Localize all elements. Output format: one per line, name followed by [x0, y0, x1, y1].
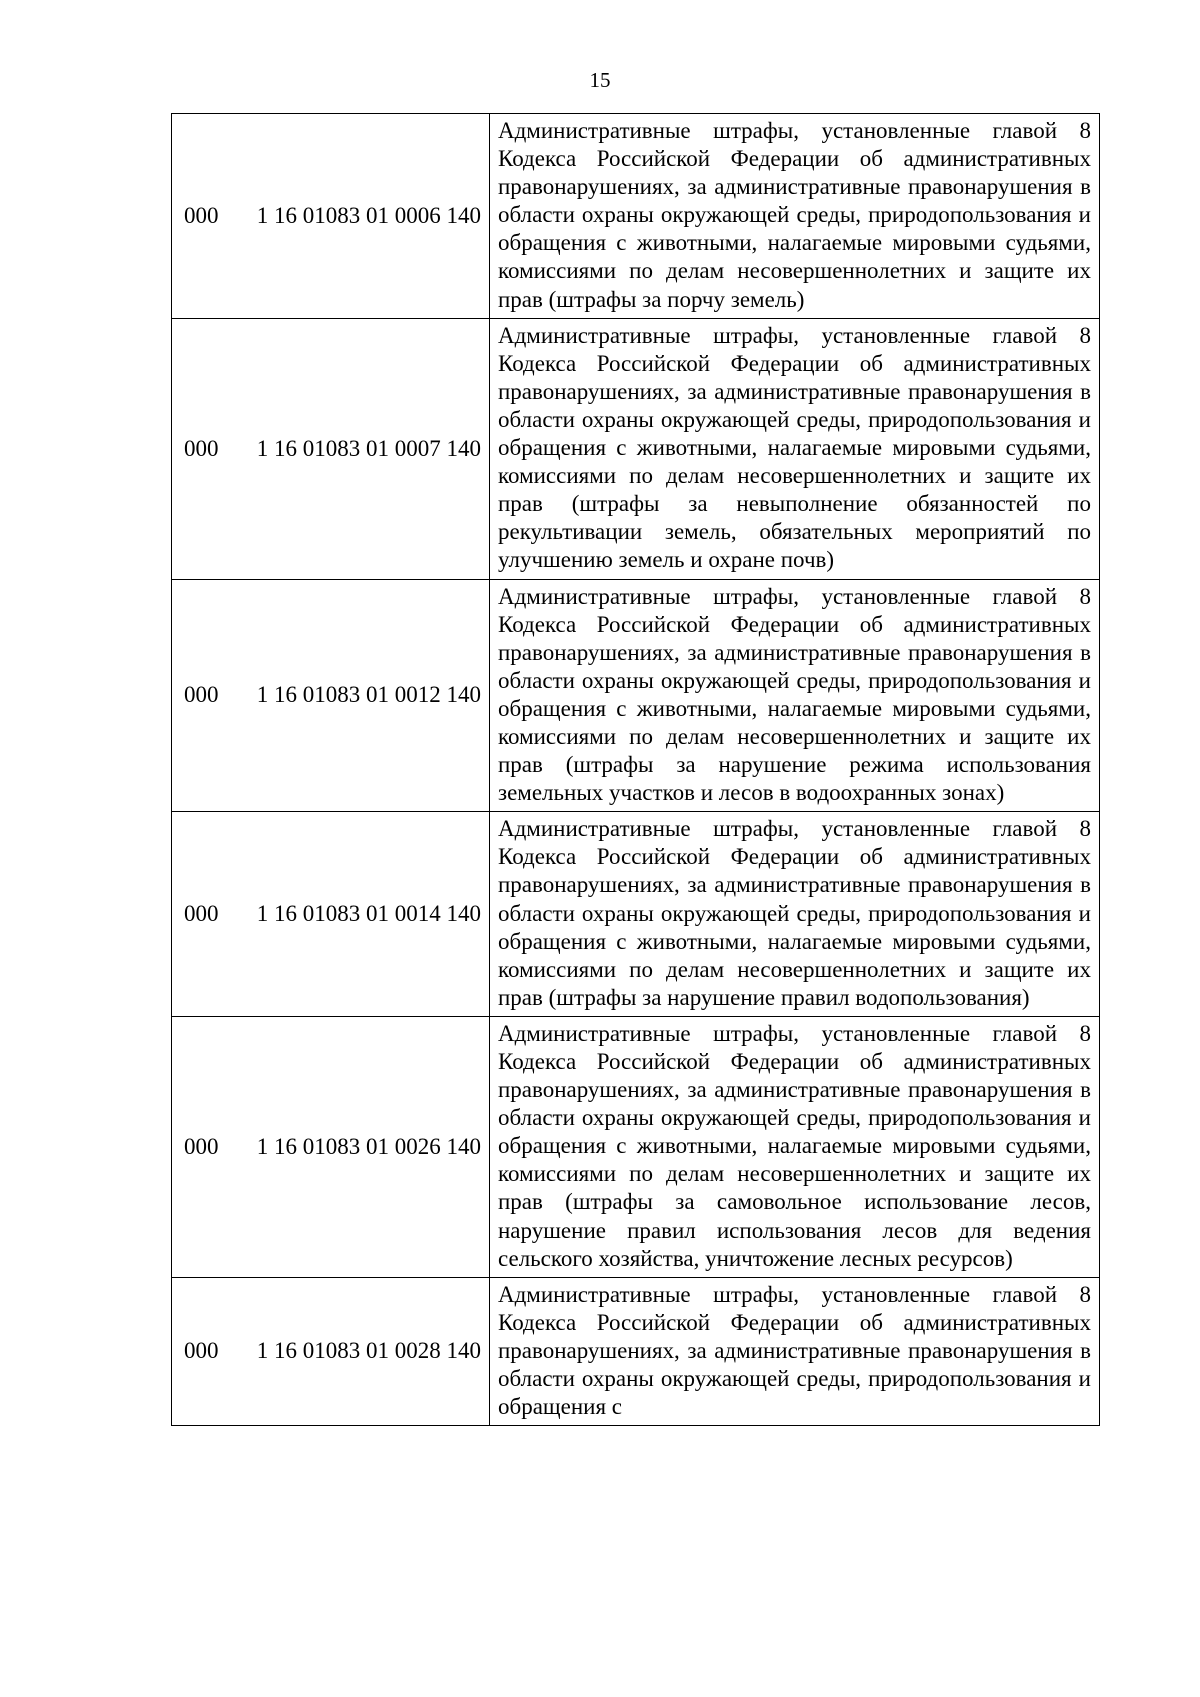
table-row	[172, 114, 1100, 319]
admin-code: 000	[184, 901, 219, 927]
admin-code: 000	[184, 202, 219, 228]
code-cell	[172, 114, 490, 319]
income-code: 1 16 01083 01 0014 140	[256, 901, 481, 927]
page-number: 15	[589, 68, 611, 92]
admin-code: 000	[184, 1133, 219, 1159]
code-cell	[172, 1016, 490, 1277]
admin-code: 000	[184, 682, 219, 708]
description-cell: Административные штрафы, установленные главой 8 Кодекса Российской Федерации об административных правонарушениях, за административные правонарушения в области охраны окружающей среды, природопользования и обращения с	[490, 1277, 1100, 1425]
table-row	[172, 579, 1100, 812]
description-cell: Административные штрафы, установленные главой 8 Кодекса Российской Федерации об административных правонарушениях, за административные правонарушения в области охраны окружающей среды, природопользования и обращения с животными, налагаемые мировыми судьями, комиссиями по делам несовершеннолетних и защите их прав (штрафы за самовольное использование лесов, нарушение правил использования лесов для ведения сельского хозяйства, уничтожение лесных ресурсов)	[490, 1016, 1100, 1277]
code-cell	[172, 318, 490, 579]
income-code: 1 16 01083 01 0006 140	[256, 202, 481, 228]
admin-code: 000	[184, 1338, 219, 1364]
income-code: 1 16 01083 01 0007 140	[256, 435, 481, 461]
income-codes-table	[171, 113, 1100, 1426]
description-cell: Административные штрафы, установленные главой 8 Кодекса Российской Федерации об административных правонарушениях, за административные правонарушения в области охраны окружающей среды, природопользования и обращения с животными, налагаемые мировыми судьями, комиссиями по делам несовершеннолетних и защите их прав (штрафы за нарушение правил водопользования)	[490, 812, 1100, 1017]
code-cell	[172, 579, 490, 812]
table-row	[172, 318, 1100, 579]
admin-code: 000	[184, 435, 219, 461]
income-code: 1 16 01083 01 0028 140	[256, 1338, 481, 1364]
table-row	[172, 1016, 1100, 1277]
table-row	[172, 812, 1100, 1017]
description-cell: Административные штрафы, установленные главой 8 Кодекса Российской Федерации об административных правонарушениях, за административные правонарушения в области охраны окружающей среды, природопользования и обращения с животными, налагаемые мировыми судьями, комиссиями по делам несовершеннолетних и защите их прав (штрафы за нарушение режима использования земельных участков и лесов в водоохранных зонах)	[490, 579, 1100, 812]
code-cell	[172, 1277, 490, 1425]
description-cell: Административные штрафы, установленные главой 8 Кодекса Российской Федерации об административных правонарушениях, за административные правонарушения в области охраны окружающей среды, природопользования и обращения с животными, налагаемые мировыми судьями, комиссиями по делам несовершеннолетних и защите их прав (штрафы за невыполнение обязанностей по рекультивации земель, обязательных мероприятий по улучшению земель и охране почв)	[490, 318, 1100, 579]
description-cell: Административные штрафы, установленные главой 8 Кодекса Российской Федерации об административных правонарушениях, за административные правонарушения в области охраны окружающей среды, природопользования и обращения с животными, налагаемые мировыми судьями, комиссиями по делам несовершеннолетних и защите их прав (штрафы за порчу земель)	[490, 114, 1100, 319]
table-row	[172, 1277, 1100, 1425]
income-code: 1 16 01083 01 0012 140	[256, 682, 481, 708]
code-cell	[172, 812, 490, 1017]
income-code: 1 16 01083 01 0026 140	[256, 1133, 481, 1159]
